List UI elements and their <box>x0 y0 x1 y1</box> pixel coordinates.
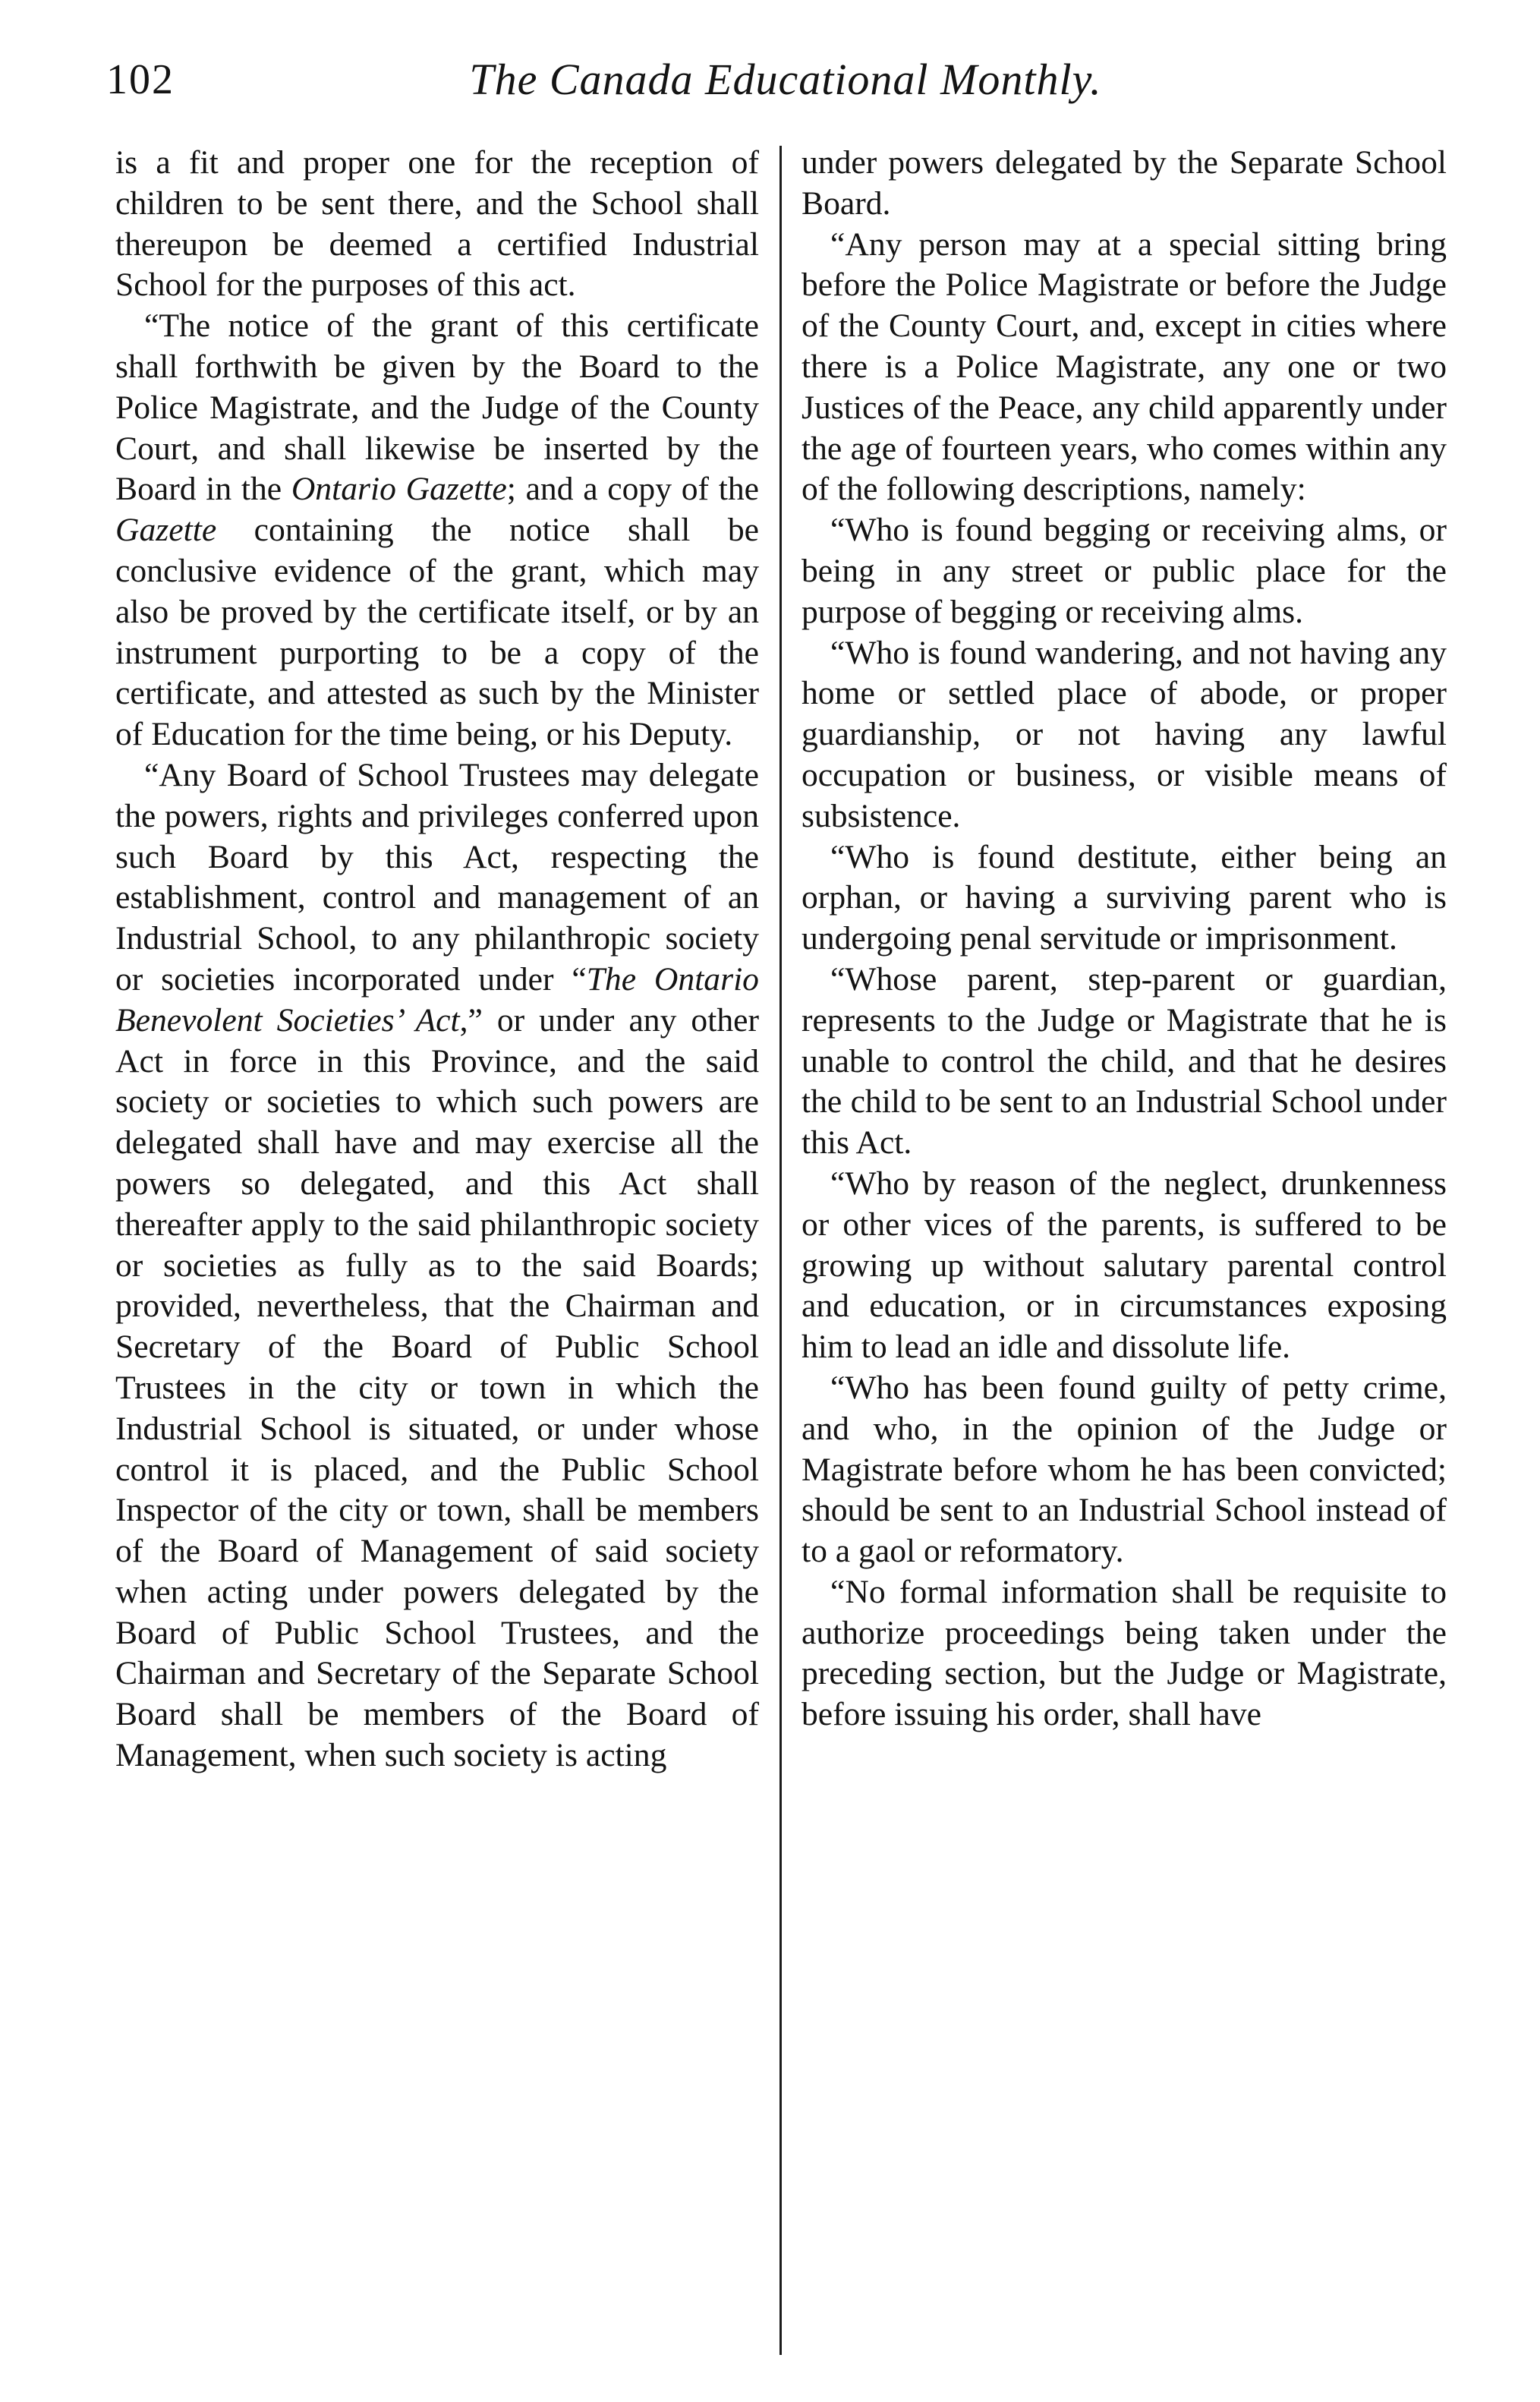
paragraph: “Whose parent, step-parent or guardian, represents to the Judge or Magistrate that he is unable to control the child, and that he desires the child to be sent to an Industrial School under this Act. <box>801 960 1447 1162</box>
paragraph <box>115 755 759 1776</box>
paragraph <box>115 306 759 755</box>
text-run: ; and a copy of the <box>506 471 760 508</box>
paragraph: “No formal information shall be requisite to authorize proceedings being taken under the preceding section, but the Judge or Magistrate, before issuing his order, shall have <box>801 1573 1447 1733</box>
italic-title: Gazette <box>115 512 217 549</box>
text-run: “The notice of the grant of this certificate shall forthwith be given by the Board to the Police Magistrate, and the Judge of the County Court, and shall likewise be inserted by the Board in the <box>115 307 759 508</box>
left-column <box>115 143 759 1776</box>
paragraph: “Who is found begging or receiving alms, or being in any street or public place for the purpose of begging or receiving alms. <box>801 512 1447 630</box>
italic-title: The Ontario Benevolent Societies’ Act <box>115 960 759 1039</box>
paragraph: “Who is found wandering, and not having any home or settled place of abode, or proper guardianship, or not having any lawful occupation or business, or visible means of subsistence. <box>801 634 1447 834</box>
paragraph: “Who by reason of the neglect, drunkenness or other vices of the parents, is suffered to be growing up without salutary parental control and education, or in circumstances exposing him to lead an idle and dissolute life. <box>801 1165 1447 1366</box>
text-run: ,” or under any other Act in force in this Province, and the said society or societies to which such powers are delegated shall have and may exercise all the powers so delegated, and this Act shall thereafter apply to the said philanthropic society or societies as fully as to the said Boards; provided, nevertheless, that the Chairman and Secretary of the Board of Public School Trustees in the city or town in which the Industrial School is situated, or under whose control it is placed, and the Public School Inspector of the city or town, shall be members of the Board of Management of said society when acting under powers delegated by the Board of Public School Trustees, and the Chairman and Secretary of the Separate School Board shall be members of the Board of Management, when such society is acting <box>115 1001 759 1774</box>
paragraph: “Who is found destitute, either being an orphan, or having a surviving parent who is undergoing penal servitude or imprisonment. <box>801 838 1447 957</box>
paragraph: under powers delegated by the Separate School Board. <box>801 144 1447 222</box>
text-run: “Any Board of School Trustees may delegate the powers, rights and privileges conferred upon such Board by this Act, respecting the establishment, control and management of an Industrial School, to any philanthropic society or societies incorporated under “ <box>115 756 759 998</box>
running-title: The Canada Educational Monthly. <box>469 55 1102 104</box>
page-header <box>106 46 1465 114</box>
column-divider <box>779 146 782 2355</box>
right-column <box>801 143 1447 1735</box>
page-number: 102 <box>106 56 175 103</box>
paragraph: is a fit and proper one for the reception of children to be sent there, and the School shall thereupon be deemed a certified Industrial School for the purposes of this act. <box>115 144 759 304</box>
italic-title: Ontario Gazette <box>291 471 507 508</box>
text-run: containing the notice shall be conclusive evidence of the grant, which may also be proved by the certificate itself, or by an instrument purporting to be a copy of the certificate, and attested as such by the Minister of Education for the time being, or his Deputy. <box>115 512 759 753</box>
paragraph: “Any person may at a special sitting bring before the Police Magistrate or before the Judge of the County Court, and, except in cities where there is a Police Magistrate, any one or two Justices of the Peace, any child apparently under the age of fourteen years, who comes within any of the following descriptions, namely: <box>801 225 1447 508</box>
paragraph: “Who has been found guilty of petty crime, and who, in the opinion of the Judge or Magistrate before whom he has been convicted; should be sent to an Industrial School instead of to a gaol or reformatory. <box>801 1369 1447 1570</box>
